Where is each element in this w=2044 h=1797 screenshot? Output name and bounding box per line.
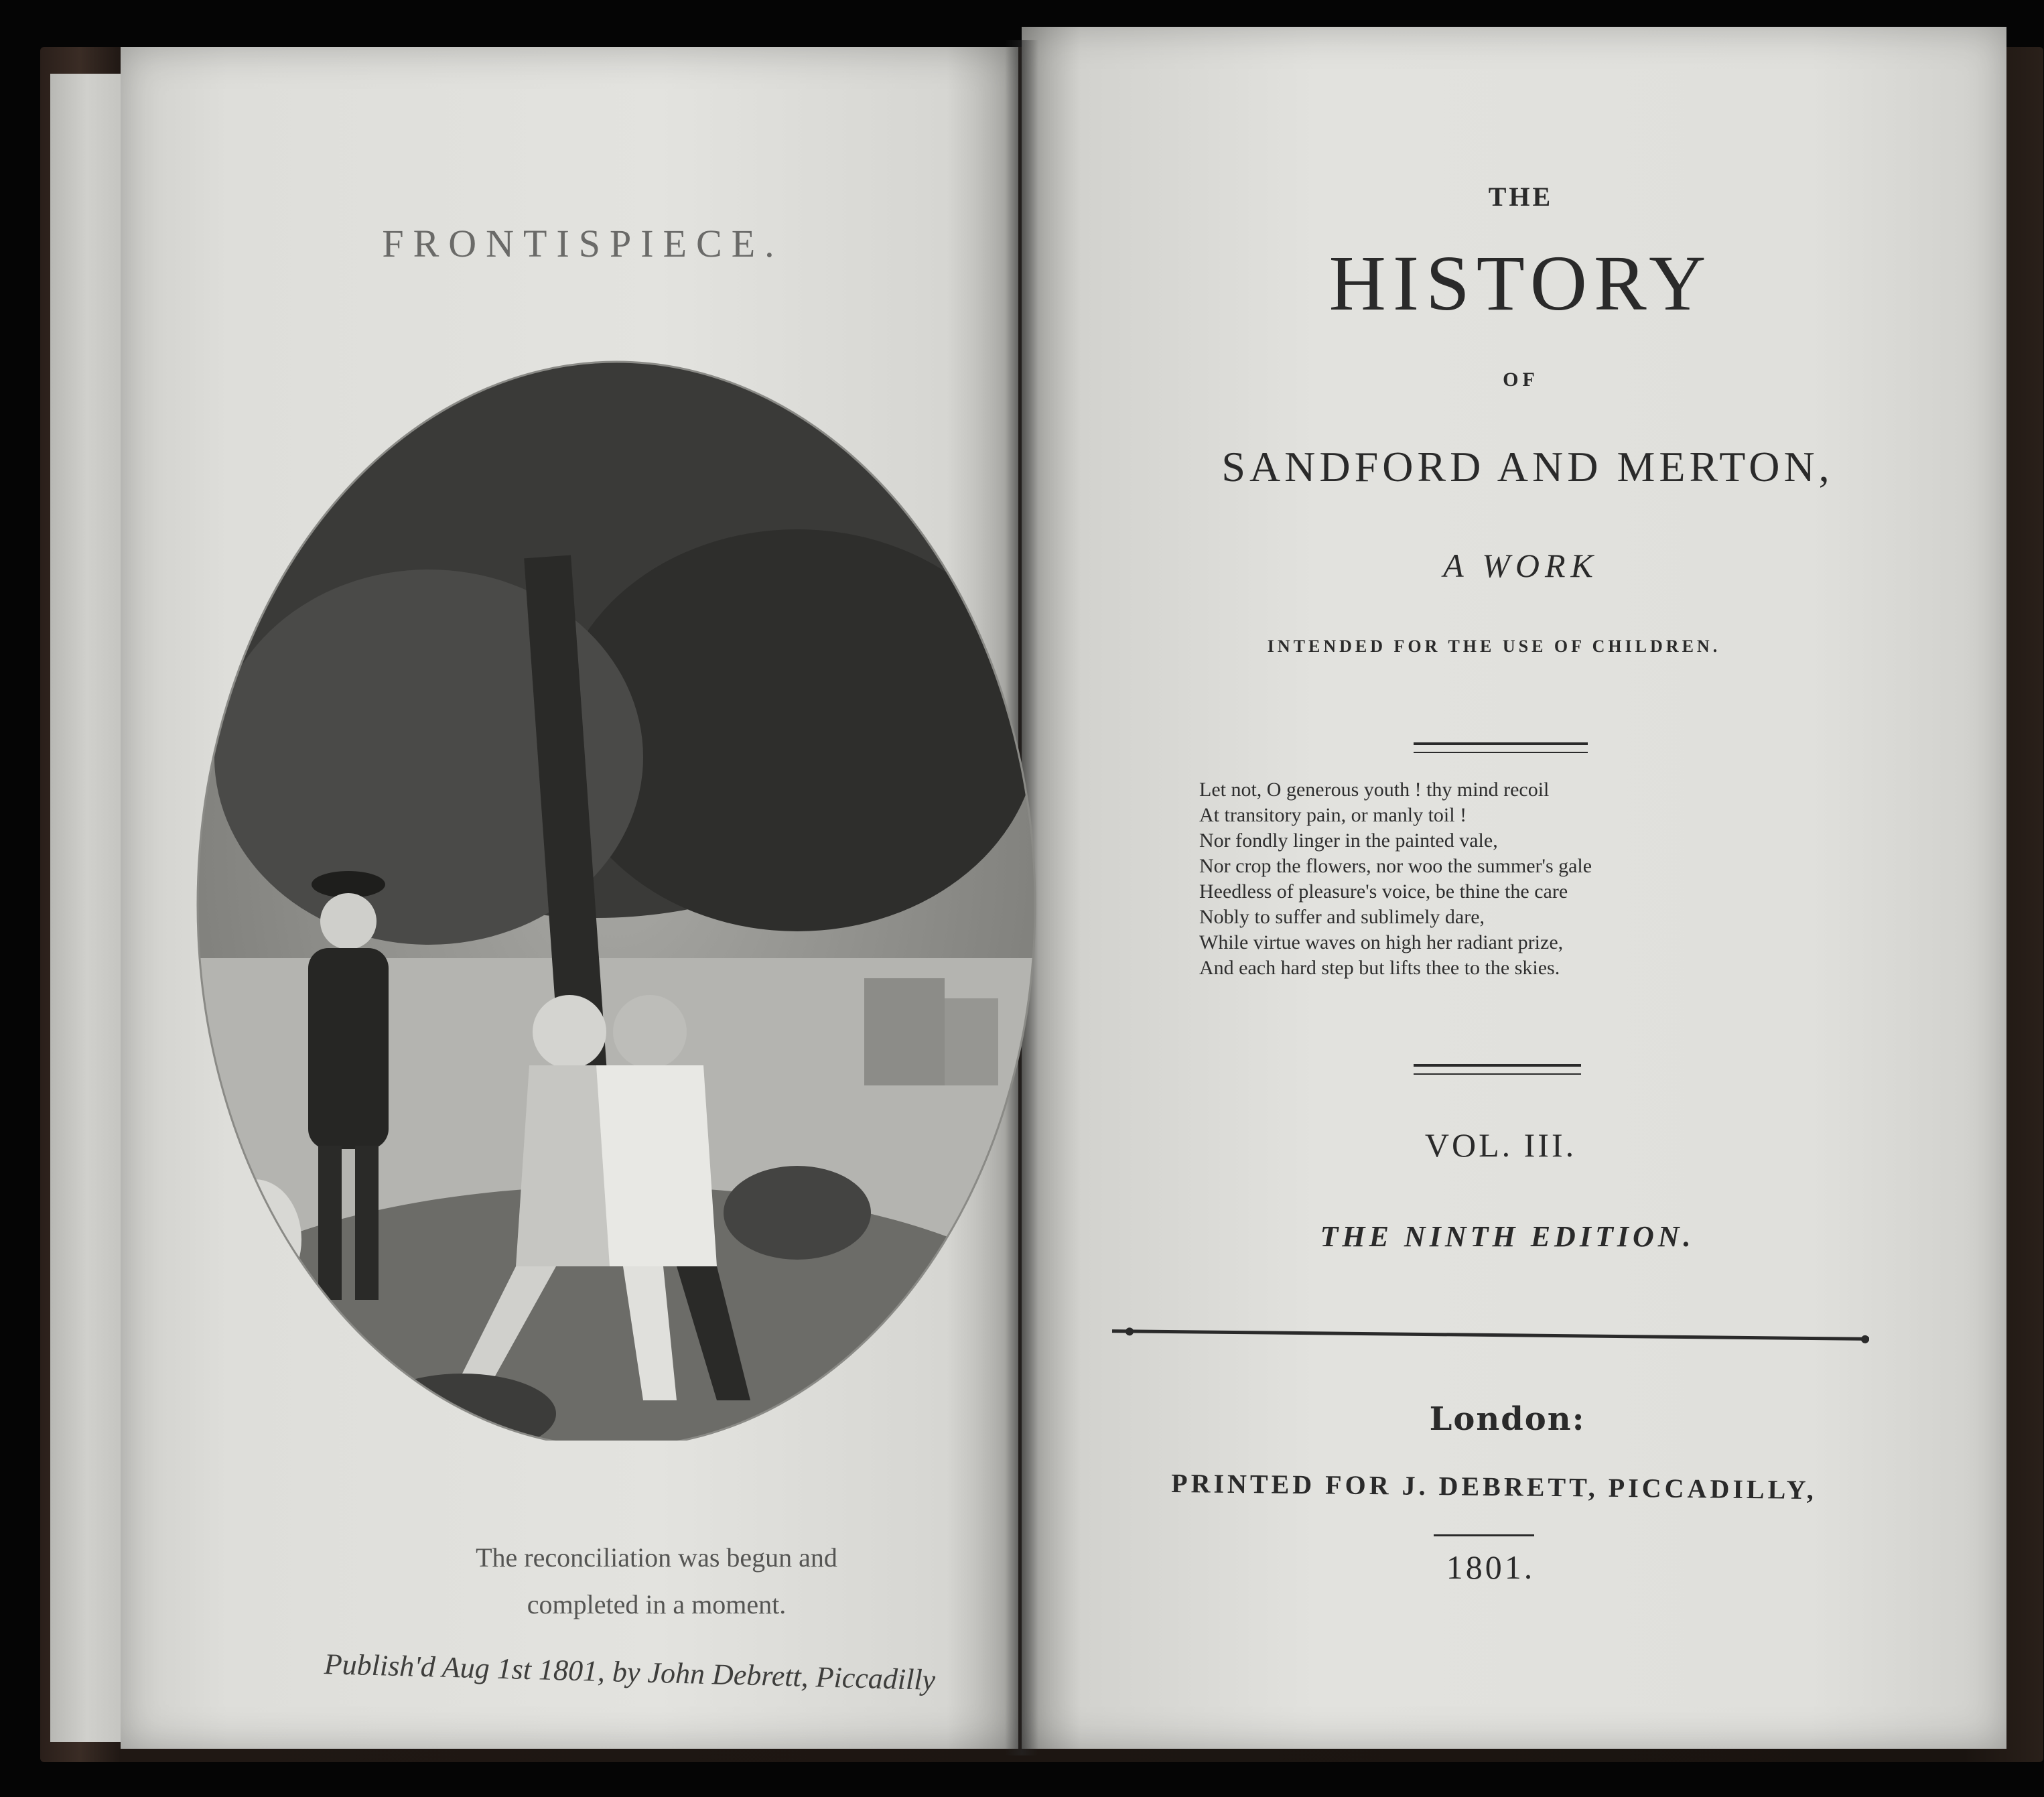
epigraph-verse [1199, 777, 1802, 981]
left-page-edges [50, 74, 124, 1742]
title-article: THE [1488, 182, 1554, 212]
printer-line: PRINTED FOR J. DEBRETT, PICCADILLY, [1170, 1467, 1818, 1506]
a-work-line: A WORK [1443, 547, 1598, 584]
verse-line: Nor crop the flowers, nor woo the summer's gale [1199, 855, 1592, 877]
frontispiece-engraving [194, 355, 1038, 1441]
publication-year: 1801. [1446, 1548, 1536, 1586]
verse-line: Nobly to suffer and sublimely dare, [1199, 906, 1485, 928]
intended-line: INTENDED FOR THE USE OF CHILDREN. [1267, 637, 1721, 656]
double-rule-bottom [1414, 1064, 1581, 1075]
frontispiece-caption [402, 1534, 911, 1628]
verse-line: While virtue waves on high her radiant prize, [1199, 931, 1564, 953]
title-of: OF [1503, 369, 1539, 391]
short-rule [1434, 1534, 1534, 1536]
place-of-publication: London: [1429, 1400, 1586, 1438]
verse-line: Nor fondly linger in the painted vale, [1199, 829, 1498, 852]
volume-number: VOL. III. [1424, 1126, 1577, 1164]
book-title: HISTORY [1328, 239, 1713, 327]
caption-line-2: completed in a moment. [527, 1589, 787, 1619]
verse-line: Let not, O generous youth ! thy mind recoil [1199, 779, 1550, 801]
verse-line: Heedless of pleasure's voice, be thine the care [1199, 880, 1568, 903]
verse-line: And each hard step but lifts thee to the skies. [1199, 957, 1560, 979]
book-subtitle: SANDFORD AND MERTON, [1221, 443, 1834, 490]
publisher-imprint: Publish'd Aug 1st 1801, by John Debrett, Piccadilly [324, 1648, 936, 1696]
double-rule-top [1414, 742, 1588, 753]
verse-line: At transitory pain, or manly toil ! [1199, 804, 1467, 826]
caption-line-1: The reconciliation was begun and [476, 1542, 837, 1573]
edition-line: THE NINTH EDITION. [1320, 1220, 1695, 1253]
frontispiece-heading: FRONTISPIECE. [382, 222, 784, 265]
